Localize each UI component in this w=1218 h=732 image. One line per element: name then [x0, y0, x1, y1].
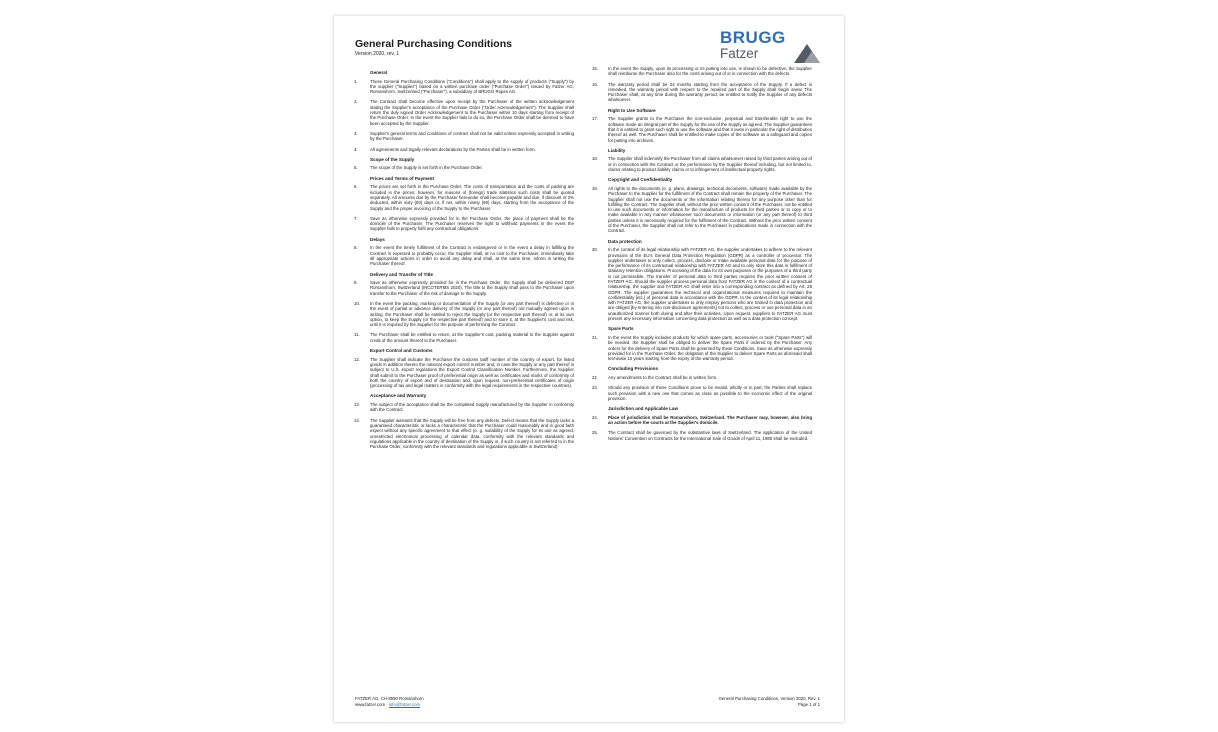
clause-number: 4. — [354, 146, 358, 152]
clause-paragraph — [592, 430, 812, 441]
section-heading: Right to Use Software — [608, 107, 656, 113]
clause-text: The Supplier shall indemnify the Purchaser from all claims whatsoever raised by third parties arising out of or in connection with the Contract or the performance by the Supplier thereof including, but not limited to, claims relating to product liability claims or to infringement of intellectual property rights. — [608, 156, 813, 173]
page-title: General Purchasing Conditions — [355, 38, 512, 50]
clause-paragraph — [592, 415, 812, 426]
clause-paragraph — [354, 402, 574, 413]
clause-number: 15. — [592, 66, 599, 71]
clause-text: Save as otherwise expressly provided for in the Purchase Order, the place of payment shall be the domicile of the Purchaser. The Purchaser reserves the right to withhold payments in the event the Supplier fails to properly fulfil any contractual obligations. — [370, 215, 574, 232]
section-heading: Prices and Terms of Payment — [370, 175, 434, 181]
clause-number: 6. — [354, 184, 358, 190]
clause-text: Save as otherwise expressly provided for in the Purchase Order, the Supply shall be delivered DDP Romanshorn, Switzerland (INCOTERMS 2020). The title to the Supply shall pass to the Purchaser upon transfer to the Purchaser of the risk of damage to the Supply. — [370, 280, 574, 296]
clause-paragraph — [592, 375, 812, 380]
clause-paragraph — [354, 184, 574, 210]
clause-text: The Supplier warrants that the Supply will be free from any defects. Defect means that the Supply lacks a guaranteed characteristic or lacks a characteristic that the Purchaser could reasonably and in good faith expect without any specific agreement to that effect (e. g. suitability of the Supply for its use as agreed, unrestricted electronical processing of calendar data, conformity with the relevant standards and regulations applicable in the country of destination of the Supply or, if such country is not referred to in the Purchase Order, conformity with the relevant standards and regulations applicable in Switzerland). — [370, 417, 574, 450]
clause-text: All rights to the documents (e. g. plans, drawings, technical documents, software) made available by the Purchaser to the Supplier for the fulfilment of the Contract shall remain the property of the Purchaser. The Supplier shall not use the documents or the information relating thereto for any purpose other than for fulfilling the Contract. The Supplier shall, without the prior written consent of the Purchaser, not be entitled to use such documents or information for the manufacture of products for third parties or to copy or to make available in any manner whatsoever such documents or information (or any part thereof) to third parties unless it is necessarily required for the fulfilment of the Contract. Without the prior written consent of the Purchaser, the Supplier shall not refer to the Purchaser in publications made in connection with the Contract. — [608, 185, 812, 234]
clause-number: 3. — [354, 130, 358, 136]
clause-text: Should any provision of these Conditions prove to be invalid, wholly or in part, the Parties shall replace such provision with a new one that comes as close as possible to the economic effect of the original provision. — [608, 385, 812, 401]
section-heading: Export Control and Customs — [370, 348, 433, 354]
section-heading: Copyright and Confidentiality — [608, 177, 673, 183]
clause-text: In the event the Supply includes products for which spare parts, accessories or tools ("Spare Parts") will be needed, the Supplier shall be obliged to deliver the Spare Parts if ordered by the Purchaser. Any orders for the delivery of Spare Parts shall be governed by these Conditions. Save as otherwise expressly provided for in the Purchase Order, the obligation of the Supplier to deliver Spare Parts as aforesaid shall terminate 10 years starting from the expiry of the warranty period. — [608, 334, 812, 362]
clause-paragraph — [354, 245, 574, 266]
footer-page-number: Page 1 of 1 — [798, 701, 820, 707]
footer-website: www.fatzer.com — [355, 701, 386, 707]
clause-paragraph — [354, 357, 574, 389]
clause-paragraph — [354, 418, 574, 450]
clause-text: In the event the timely fulfilment of the Contract is endangered or in the event a delay in fulfilling the Contract is expected to probably occur, the Supplier shall, at no cost to the Purchaser, immediately take all appropriate actions in order to avoid any delay and shall, at the same time, inform in writing the Purchaser thereof. — [370, 245, 574, 267]
document-version: Version 2020, rev. 1 — [355, 51, 400, 57]
clause-text: The Supplier grants to the Purchaser the non-exclusive, perpetual and transferable right to use the software made an integral part of the Supply for the use of the Supply as agreed. The Supplier guarantees that it is entitled to grant such right to use the software and that it owns in particular the right of distribution thereof as well. The Purchaser shall be entitled to make copies of the software as a safeguard and copies for putting into archives. — [608, 116, 812, 143]
clause-number: 16. — [592, 81, 599, 87]
clause-number: 18. — [592, 156, 599, 162]
clause-number: 7. — [354, 215, 358, 221]
clause-number: 9. — [354, 280, 358, 286]
section-heading: Liability — [608, 147, 626, 153]
clause-paragraph — [592, 82, 812, 103]
clause-text: These General Purchasing Conditions ("Conditions") shall apply to the supply of products ("Supply") by the supplier ("Supplier") based on a written purchase order ("Purchase Order") issued by Fatzer AG, Romanshorn, Switzerland ("Purchaser"), a subsidiary of BRUGG Ropes AG. — [370, 78, 574, 95]
clause-number: 1. — [354, 78, 358, 84]
clause-text: The scope of the Supply is set forth in the Purchase Order. — [370, 165, 483, 171]
clause-text: All agreements and legally relevant declarations by the Parties shall be in written form. — [370, 146, 536, 152]
left-column — [354, 66, 574, 454]
right-column — [592, 66, 812, 446]
clause-paragraph — [354, 301, 574, 327]
clause-number: 11. — [354, 332, 360, 338]
clause-text: The Contract shall become effective upon receipt by the Purchaser of the written acknowledgement stating the Supplier's acceptance of the Purchase Order ("Order Acknowledgement"). The Supplier shall return the duly signed Order Acknowledgement to the Purchaser within 10 days starting from receipt of the Purchase Order. In the event the Supplier fails to do so, the Purchase Order shall be deemed to have been accepted by the Supplier. — [370, 99, 574, 126]
footer-separator: · — [386, 701, 388, 707]
clause-paragraph — [592, 186, 812, 234]
footer-doc-ref: General Purchasing Conditions, Version 2020, Rev. 1 — [718, 696, 820, 701]
clause-paragraph — [354, 79, 574, 95]
clause-paragraph — [592, 247, 812, 321]
footer-doc-info — [719, 696, 820, 707]
section-heading: Data protection — [608, 238, 642, 244]
clause-paragraph — [354, 280, 574, 296]
section-heading: Acceptance and Warranty — [370, 393, 427, 399]
footer-company-name: FATZER AG, CH-8590 Romanshorn — [355, 696, 424, 701]
clause-number: 12. — [354, 356, 361, 362]
clause-number: 22. — [592, 375, 599, 381]
clause-number: 19. — [592, 185, 599, 191]
clause-text: The Contract shall be governed by the substantive laws of Switzerland. The application of the United Nations' Convention on Contracts for the International Sale of Goods of April 11, 1980 shall be excluded. — [608, 430, 812, 441]
clause-number: 13. — [354, 402, 361, 408]
clause-text: The Purchaser shall be entitled to return, at the Supplier's cost, packing material to the Supplier against credit of the amount thereof to the Purchaser. — [370, 332, 574, 343]
clause-number: 25. — [592, 430, 599, 436]
clause-paragraph — [354, 99, 574, 125]
brugg-fatzer-logo — [720, 28, 824, 66]
clause-number: 21. — [592, 334, 599, 340]
clause-text: The subject of the acceptance shall be the completed Supply manufactured by the Supplier in conformity with the Contract. — [370, 402, 574, 413]
section-heading: Jurisdiction and Applicable Law — [608, 406, 679, 412]
clause-paragraph — [592, 66, 812, 77]
section-heading: General — [370, 70, 388, 75]
clause-paragraph — [354, 165, 574, 170]
clause-paragraph — [592, 335, 812, 361]
clause-paragraph — [354, 332, 574, 343]
clause-paragraph — [354, 216, 574, 232]
section-heading: Concluding Provisions — [608, 366, 659, 372]
clause-number: 17. — [592, 116, 599, 122]
section-heading: Spare Parts — [608, 326, 634, 332]
section-heading: Scope of the Supply — [370, 156, 415, 162]
clause-number: 14. — [354, 417, 361, 423]
footer-company — [355, 696, 424, 707]
document-page — [334, 16, 844, 722]
clause-text: The warranty period shall be 24 months starting from the acceptance of the Supply. If a defect is remedied, the warranty period with respect to the repaired part of the Supply shall begin anew. The Purchaser shall, at any time during the warranty period, be entitled to notify the Supplier of any defects whatsoever. — [608, 81, 812, 103]
clause-paragraph — [354, 147, 574, 152]
clause-text: Place of jurisdiction shall be Romanshorn, Switzerland. The Purchaser may, however, also bring an action before the courts at the Supplier's domicile. — [608, 414, 812, 426]
logo-brand-text: BRUGG — [720, 28, 786, 47]
clause-text: The Supplier shall indicate the Purchaser the customs tariff number of the country of export, for listed goods in addition thereto the national export control number and, in case the Supply or any part thereof is subject to U.S. export regulations the Export Control Classification Number. Furthermore, the Supplier shall submit to the Purchaser proof of preferential origin as well as certificates and marks of conformity of both the country of export and of destination and, upon request, non-preferential certificates of origin (processing of tax and legal matters in conformity with the legal requirements in the respective countries). — [370, 356, 574, 389]
clause-paragraph — [592, 385, 812, 401]
clause-text: In the context of its legal relationship with FATZER AG, the supplier undertakes to adhere to the relevant provisions of the EU's General Data Protection Regulation (GDPR) as a controller or processor. The supplier undertakes to only collect, process, disclose or make available personal data for the purpose of the performance of its contractual relationship with FATZER AG and to only store this data in fulfilment of statutory retention obligations. Processing of the data for its own purposes or the purposes of a third party is not permissible. The transfer of personal data to third parties requires the prior written consent of FATZER AG. Should the supplier process personal data from FATZER AG in the context of a contractual relationship, the supplier and FATZER AG shall enter into a corresponding contract as defined by Art. 28 GDPR. The supplier guarantees the technical and organizational measures required to maintain the confidentiality [etc.] of personal data in accordance with the GDPR. In the context of its legal relationship with FATZER AG, the supplier undertakes to only employ persons who are trained in data protection and are obliged [by entering into non-disclosure agreements] not to collect, process or use personal data in an unauthorized manner both during and after their activities. Upon request, suppliers to FATZER AG must present any necessary information concerning data protection as well as a data protection concept. — [608, 247, 812, 322]
clause-text: Supplier's general terms and conditions of contract shall not be valid unless expressly accepted in writing by the Purchaser. — [370, 130, 574, 142]
clause-number: 5. — [354, 165, 358, 171]
clause-number: 20. — [592, 247, 599, 253]
clause-paragraph — [354, 131, 574, 142]
section-heading: Delays — [370, 236, 385, 242]
clause-paragraph — [592, 156, 812, 172]
clause-text: The prices are set forth in the Purchase Order. The costs of transportation and the costs of packing are included in the prices; however, for reasons of (foreign) trade statistics such costs shall be quoted separately. All amounts due by the Purchaser hereunder shall become payable and due, if discount of 2% deducted, within sixty (60) days or, if net, within ninety (90) days, starting from the acceptance of the Supply and the proper invoicing of the Supply to the Purchaser. — [370, 184, 574, 211]
section-heading: Delivery and Transfer of Title — [370, 271, 433, 277]
clause-text: Any amendments to the Contract shall be in written form. — [608, 375, 718, 381]
clause-number: 24. — [592, 414, 599, 420]
logo-sub-text: Fatzer — [720, 46, 759, 61]
clause-text: In the event the packing, marking or documentation of the Supply (or any part thereof) is defective or in the event of partial or advance delivery of the Supply (or any part thereof) not mutually agreed upon in writing, the Purchaser shall be entitled to reject the Supply (or the respective part thereof) or, at its own option, to keep the Supply (or the respective part thereof) and to store it, at the Supplier's cost and risk, until it is required by the Supplier for the purpose of performing the Contract. — [370, 300, 574, 328]
clause-text: In the event the Supply, upon its processing or its putting into use, is shown to be defective, the Supplier shall reimburse the Purchaser also for the costs arising out of or in connection with the defects. — [608, 66, 812, 77]
clause-number: 23. — [592, 385, 599, 391]
clause-paragraph — [592, 116, 812, 142]
clause-number: 2. — [354, 99, 358, 105]
logo-triangle-icon — [790, 42, 824, 64]
clause-number: 8. — [354, 245, 358, 251]
footer-email-link[interactable]: info@fatzer.com — [388, 701, 421, 707]
clause-number: 10. — [354, 300, 361, 306]
